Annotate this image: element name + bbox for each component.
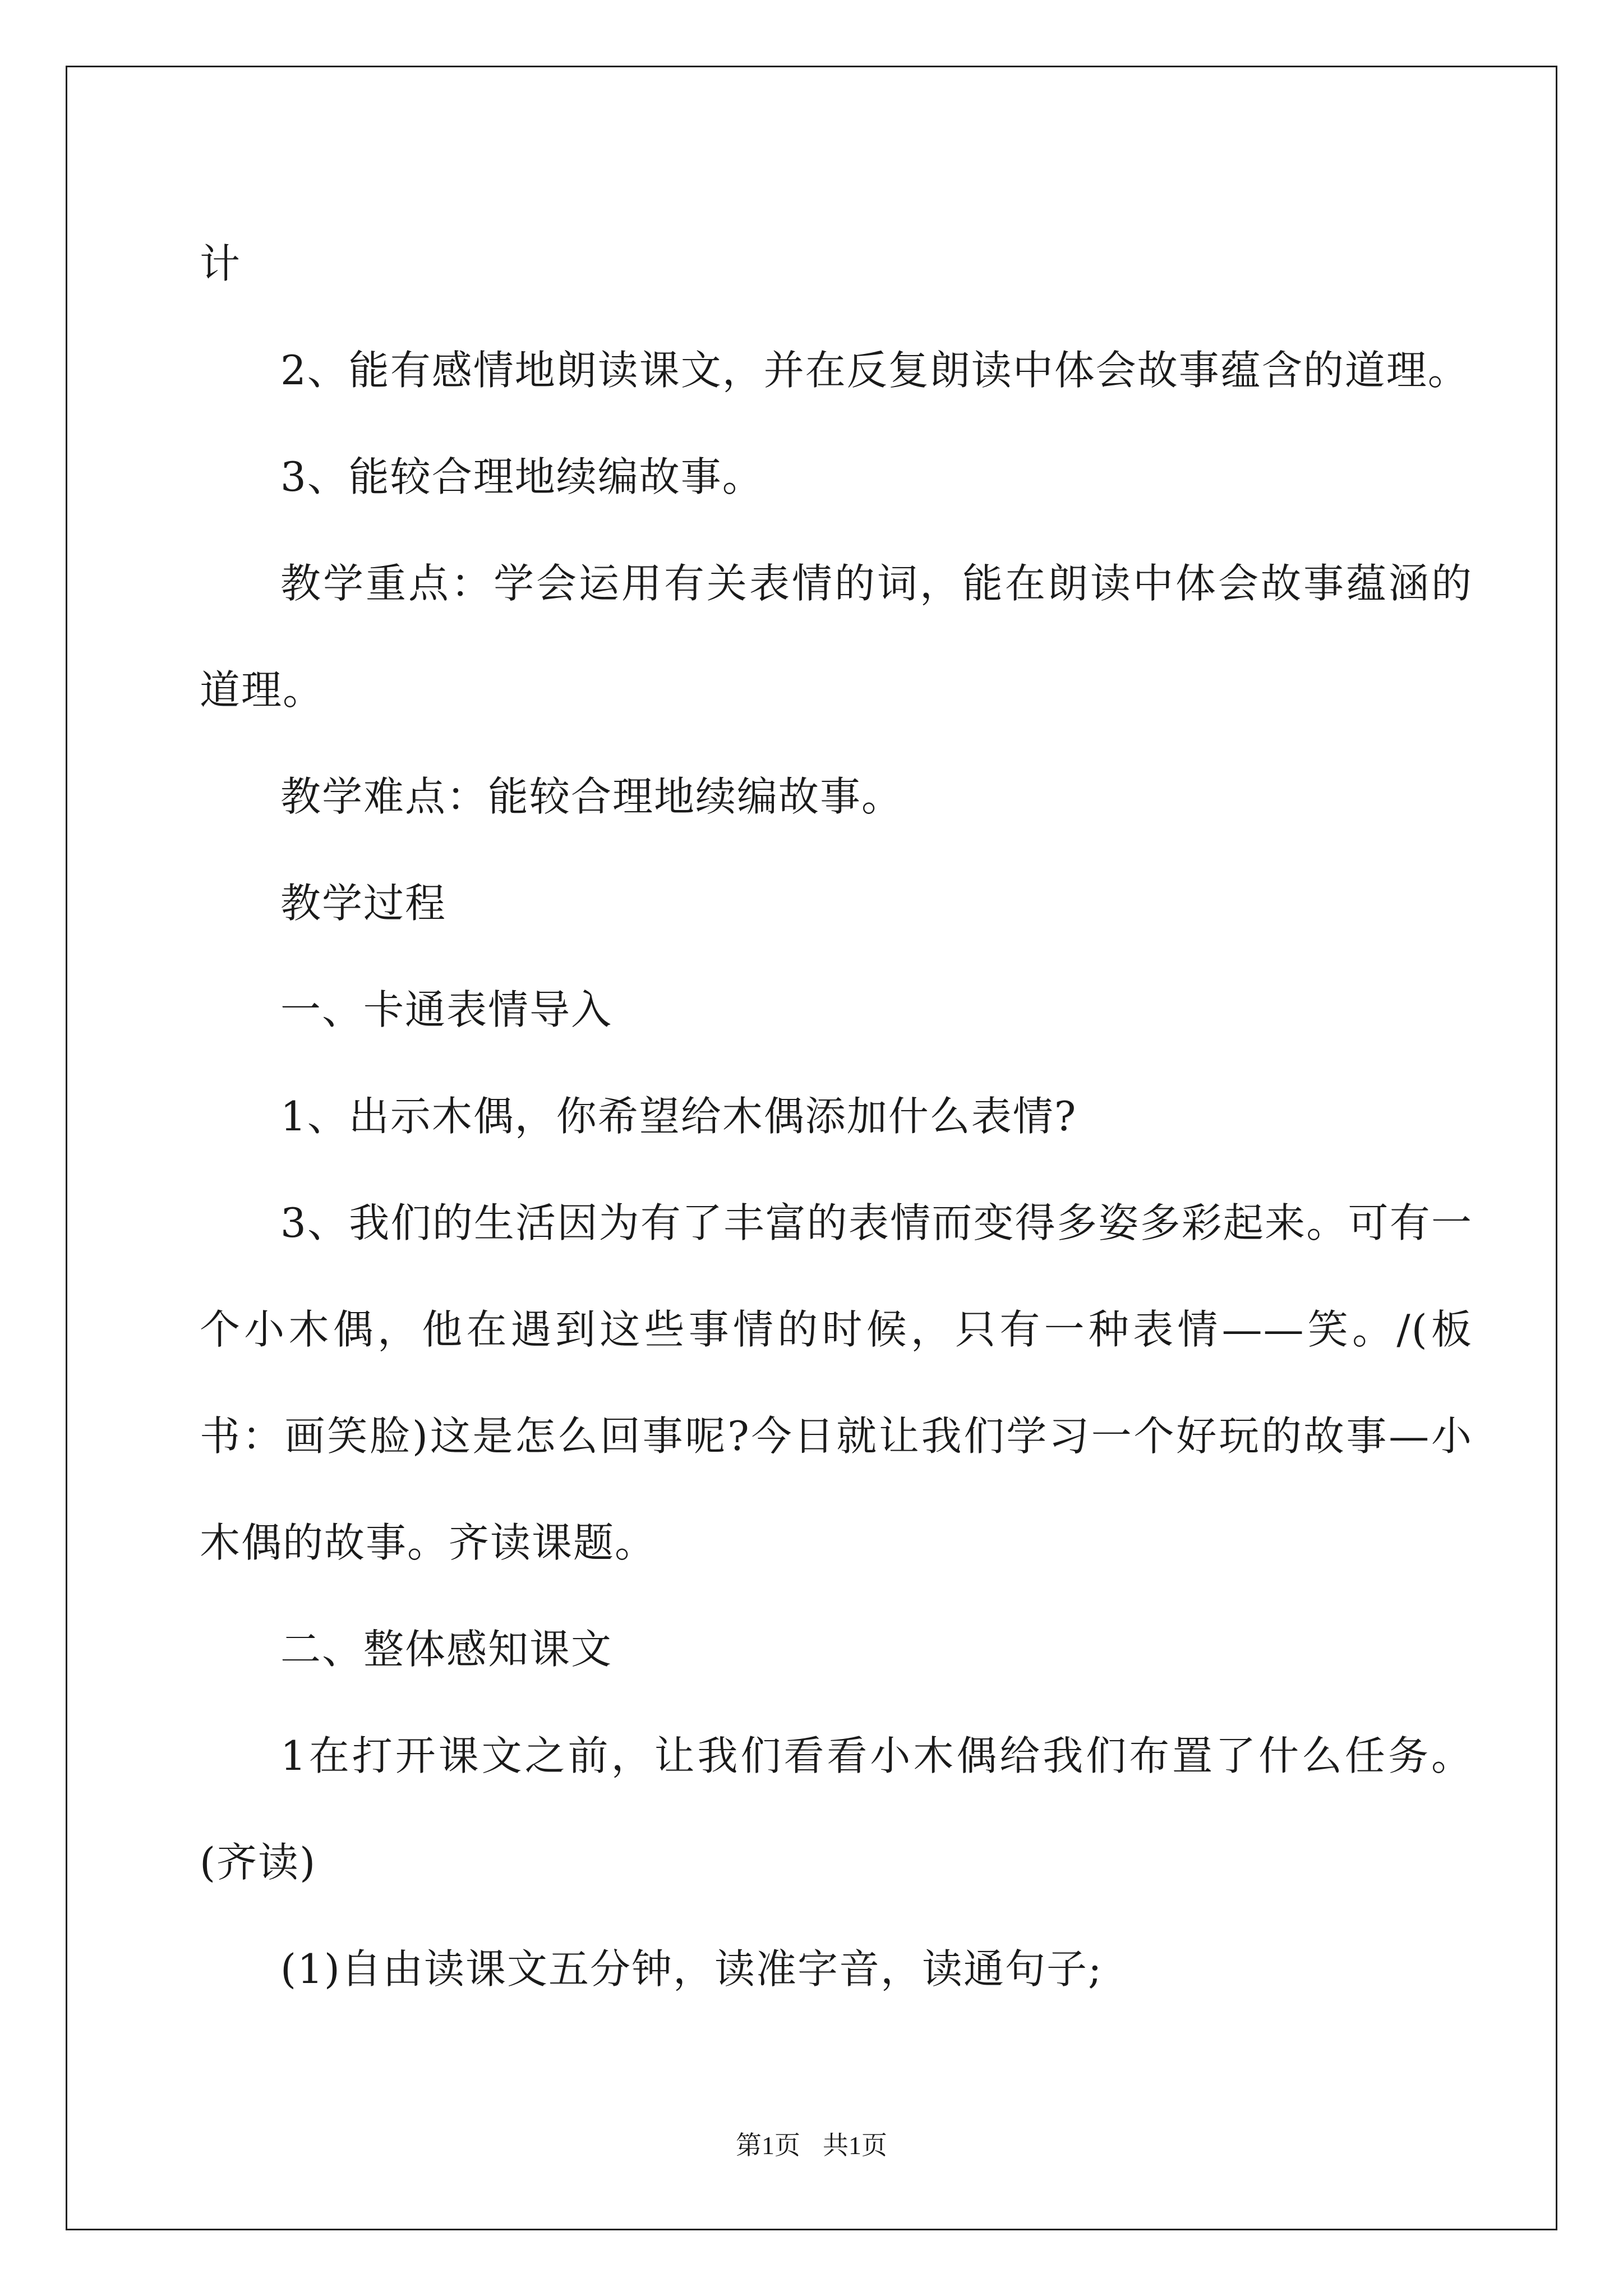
paragraph: 计	[200, 240, 242, 287]
section-heading: 二、整体感知课文	[280, 1626, 613, 1673]
paragraph: 3、我们的生活因为有了丰富的表情而变得多姿多彩起来。可有一个小木偶，他在遇到这些事情的时候，只有一种表情——笑。/(板书：画笑脸)这是怎么回事呢?今日就让我们学习一个好玩的故事—小木偶的故事。齐读课题。	[200, 1199, 1473, 1566]
paragraph: 3、能较合理地续编故事。	[280, 453, 764, 500]
document-body	[200, 210, 1473, 2022]
paragraph: 教学重点：学会运用有关表情的词，能在朗读中体会故事蕴涵的道理。	[200, 560, 1473, 714]
page-footer	[0, 2129, 1623, 2162]
paragraph: (1)自由读课文五分钟，读准字音，读通句子;	[280, 1945, 1103, 1993]
paragraph: 1、出示木偶，你希望给木偶添加什么表情?	[280, 1093, 1077, 1140]
section-heading: 一、卡通表情导入	[280, 986, 613, 1033]
page-number: 第1页	[736, 2131, 800, 2160]
paragraph: 2、能有感情地朗读课文，并在反复朗读中体会故事蕴含的道理。	[280, 347, 1469, 394]
paragraph: 教学难点：能较合理地续编故事。	[280, 773, 903, 820]
page-total: 共1页	[823, 2131, 887, 2160]
paragraph: 1在打开课文之前，让我们看看小木偶给我们布置了什么任务。(齐读)	[200, 1732, 1473, 1886]
section-heading: 教学过程	[280, 880, 447, 927]
